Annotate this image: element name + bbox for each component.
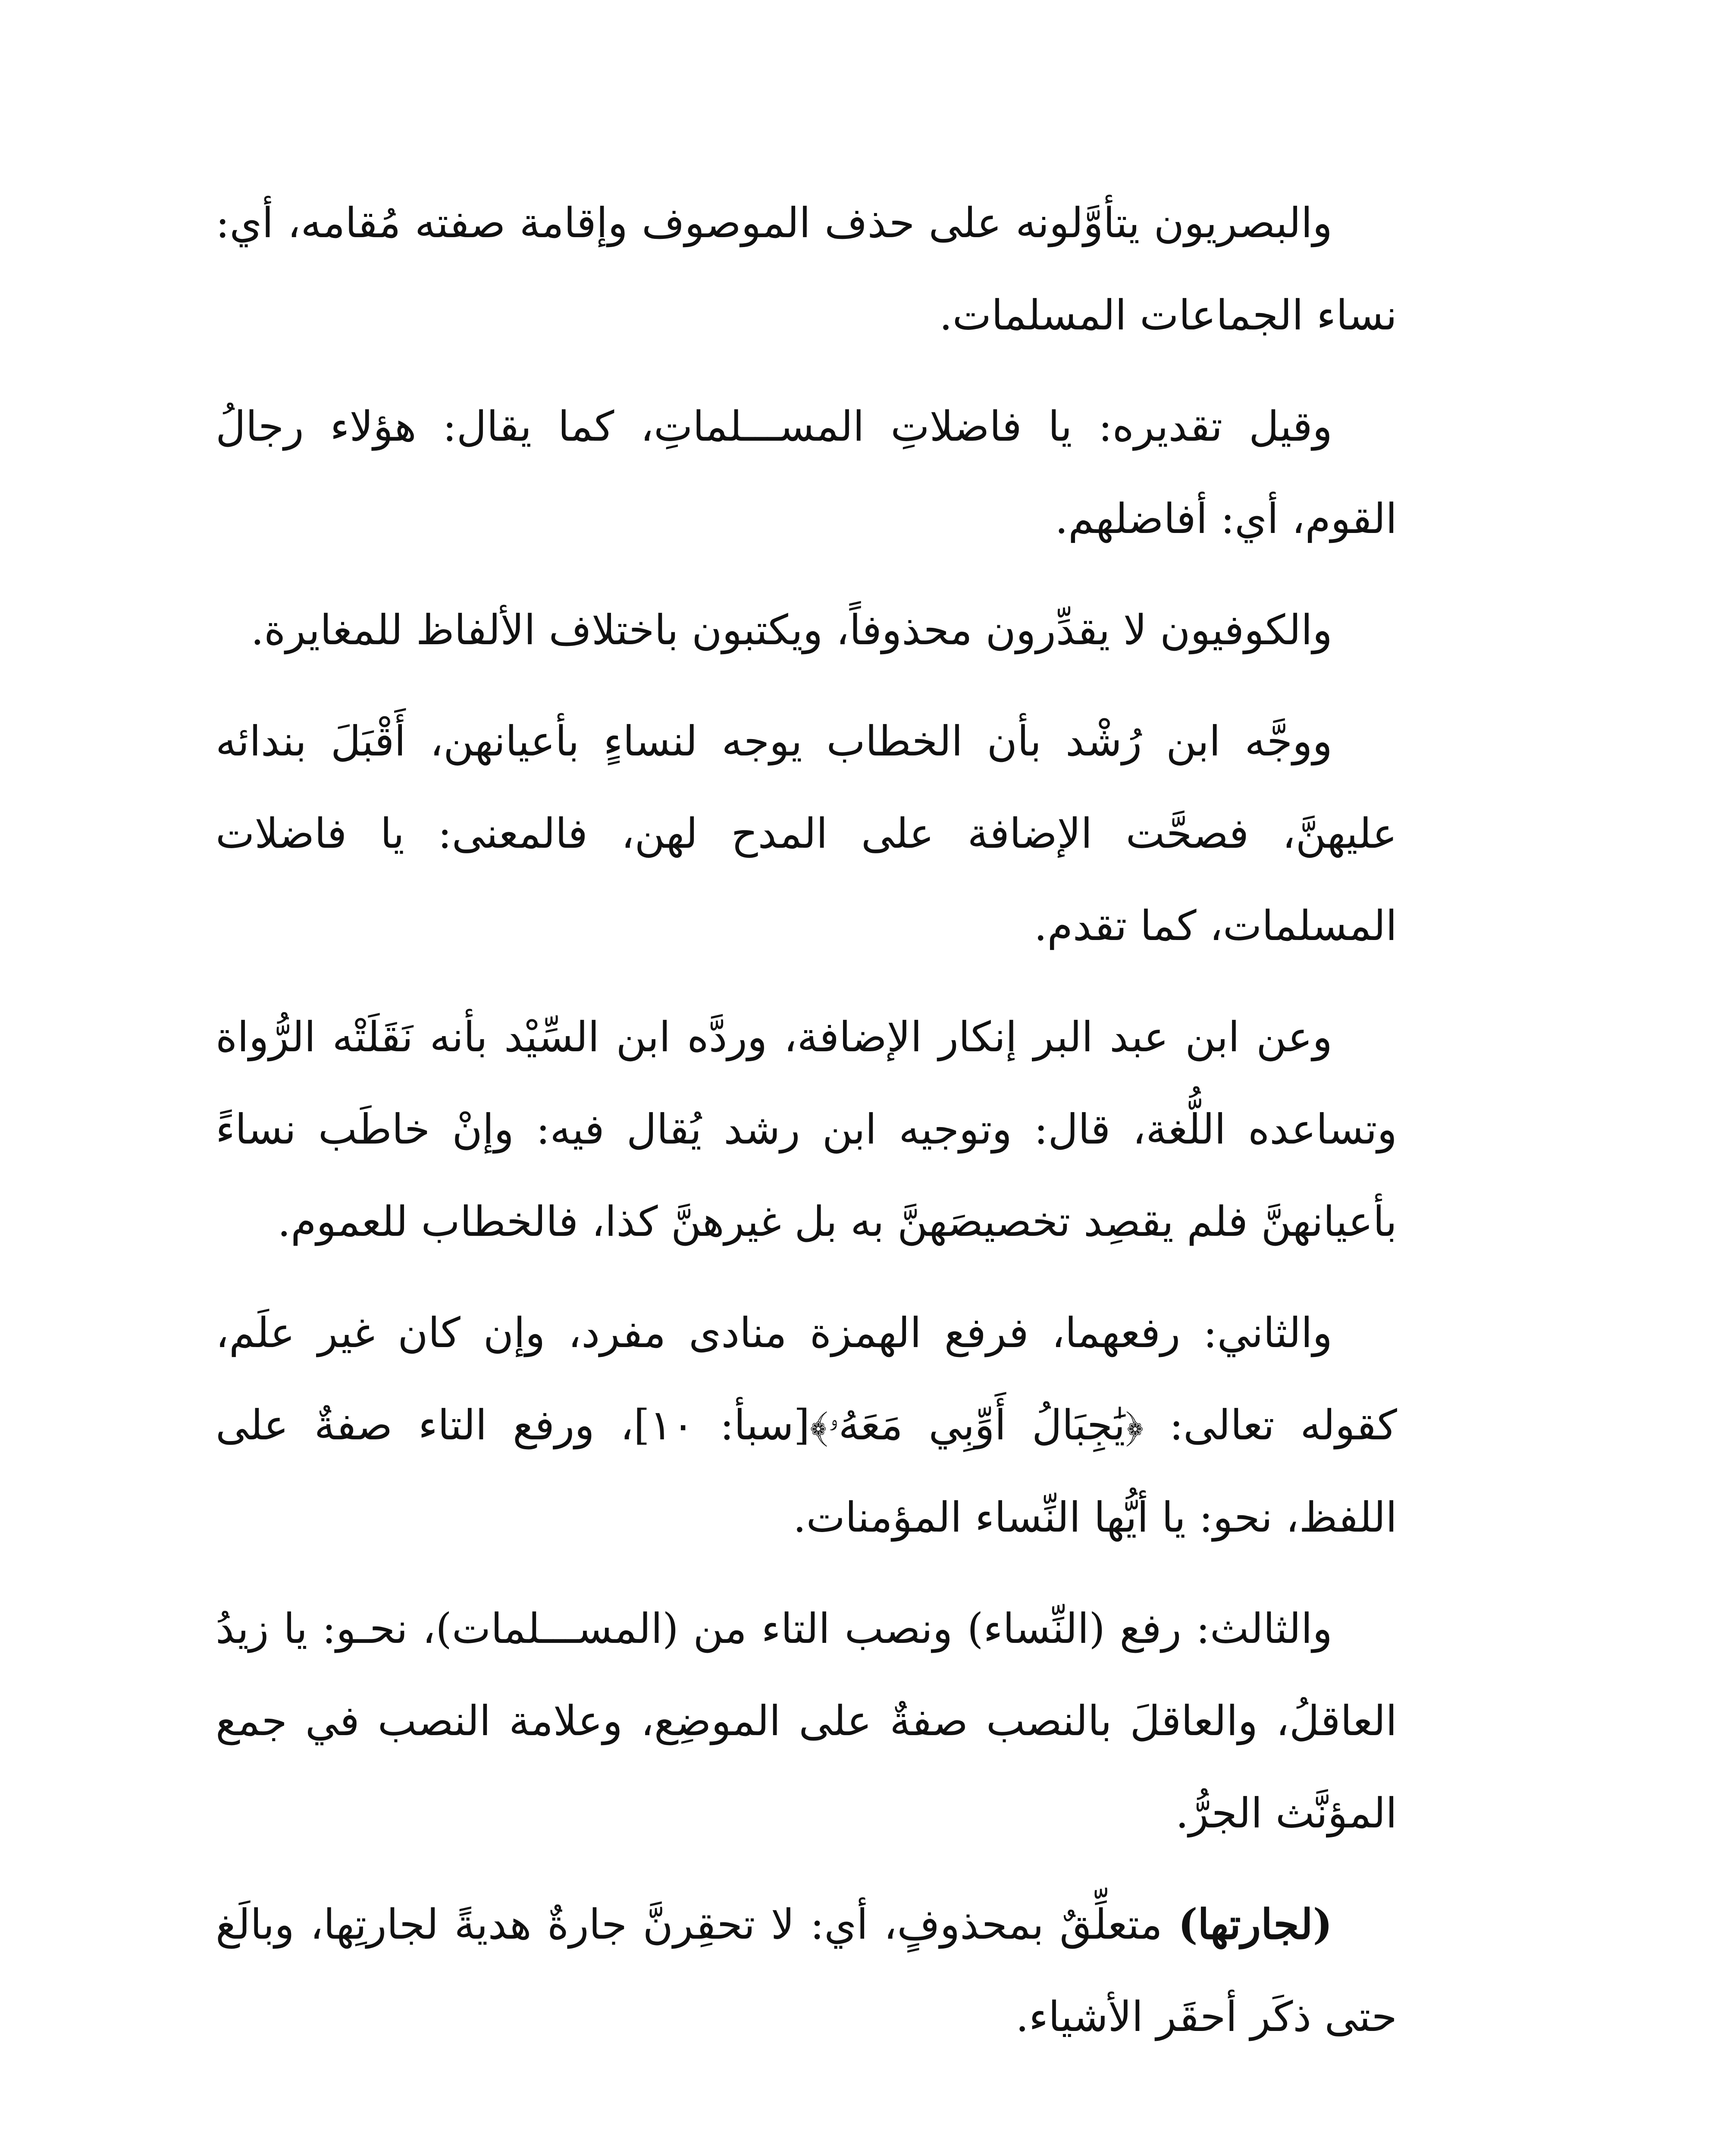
text-block (216, 177, 1397, 2082)
paragraph-kufans: والكوفيون لا يقدِّرون محذوفاً، ويكتبون باختلاف الألفاظ للمغايرة. (251, 606, 1332, 654)
paragraph-third-reading: والثالث: رفع (النِّساء) ونصب التاء من (المســـلمات)، نحـو: يا زيدُ العاقلُ، والعاقلَ بالنصب صفةٌ على الموضِع، وعلامة النصب في جمع المؤنَّث الجرُّ. (216, 1604, 1397, 1837)
paragraph-ibn-abd-al-barr: وعن ابن عبد البر إنكار الإضافة، وردَّه ابن السِّيْد بأنه نَقَلَتْه الرُّواة وتساعده اللُّغة، قال: وتوجيه ابن رشد يُقال فيه: وإنْ خاطَب نساءً بأعيانهنَّ فلم يقصِد تخصيصَهنَّ به بل غيرهنَّ كذا، فالخطاب للعموم. (216, 1013, 1398, 1246)
paragraph-ibn-rushd: ووجَّه ابن رُشْد بأن الخطاب يوجه لنساءٍ بأعيانهن، أَقْبَلَ بندائه عليهنَّ، فصحَّت الإضافة على المدح لهن، فالمعنى: يا فاضلات المسلمات، كما تقدم. (216, 717, 1397, 950)
paragraph-jaratiha (216, 1878, 1397, 2063)
paragraph-lead-term: (لجارتها) (1178, 1900, 1333, 1949)
paragraph-second-reading: والثاني: رفعهما، فرفع الهمزة منادى مفرد، وإن كان غير علَم، كقوله تعالى: ﴿يَٰجِبَالُ أَوِّبِي مَعَهُۥ﴾[سبأ: ١٠]، ورفع التاء صفةٌ على اللفظ، نحو: يا أيُّها النِّساء المؤمنات. (216, 1309, 1397, 1542)
paragraph-body: متعلِّقٌ بمحذوفٍ، أي: لا تحقِرنَّ جارةٌ هديةً لجارتِها، وبالَغ حتى ذكَر أحقَر الأشياء. (216, 1900, 1397, 2041)
paragraph-basrans: والبصريون يتأوَّلونه على حذف الموصوف وإقامة صفته مُقامه، أي: نساء الجماعات المسلمات. (216, 199, 1397, 339)
paragraph-estimation: وقيل تقديره: يا فاضلاتِ المســـلماتِ، كما يقال: هؤلاء رجالُ القوم، أي: أفاضلهم. (216, 402, 1397, 543)
